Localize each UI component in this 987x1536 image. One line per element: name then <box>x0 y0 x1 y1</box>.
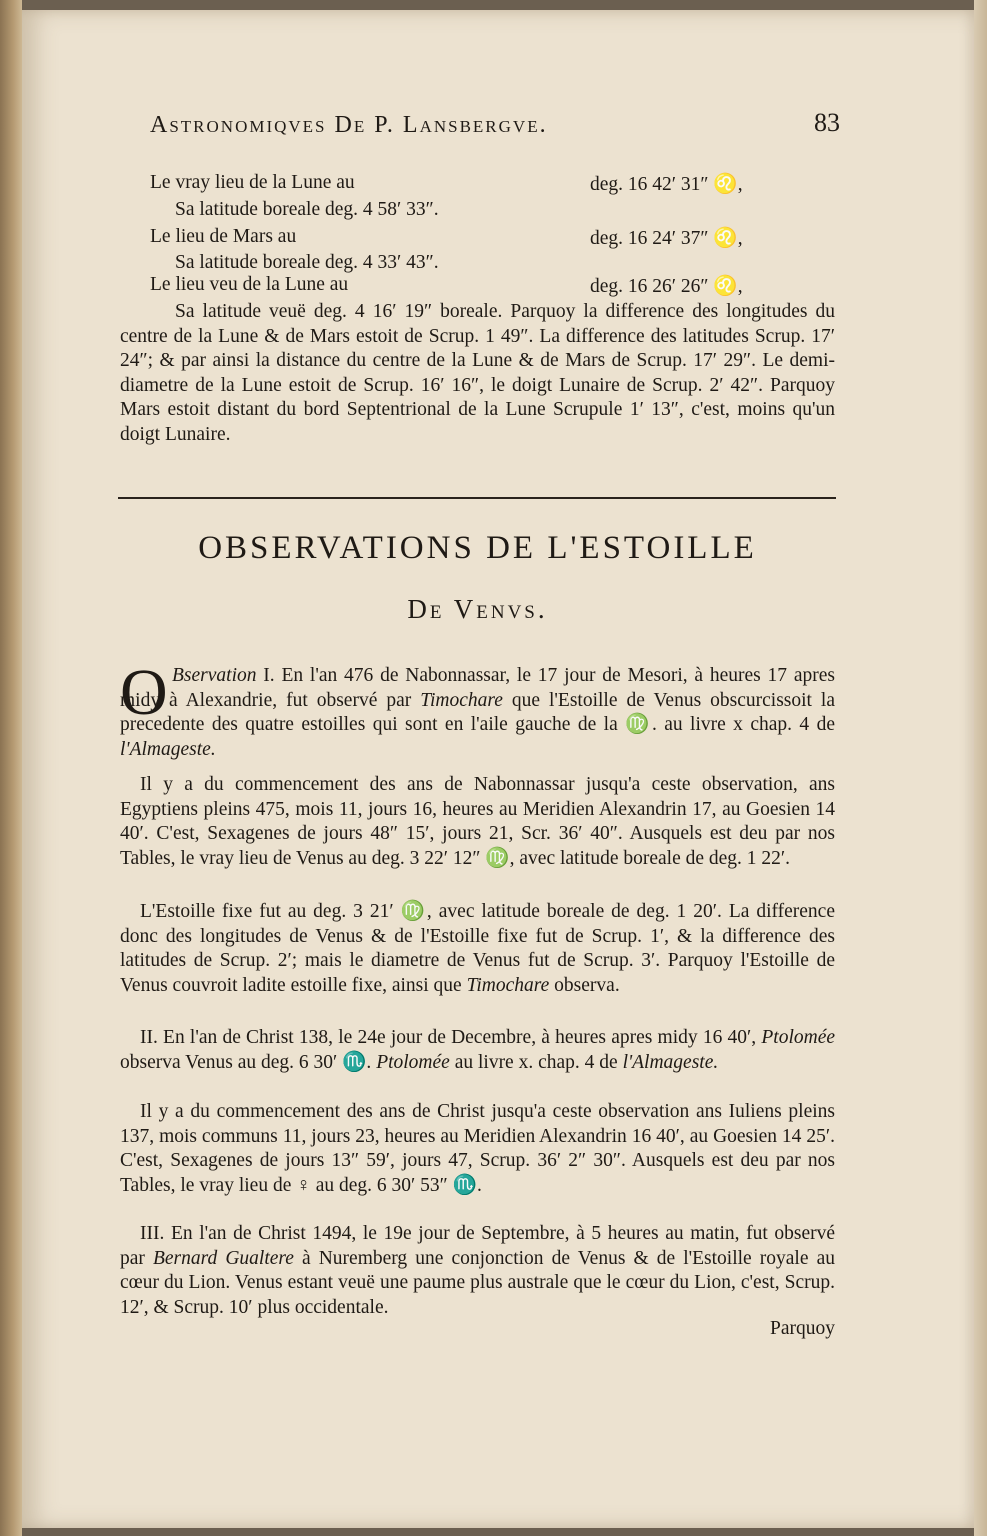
book-spine <box>0 0 22 1536</box>
obs3-text: III. En l'an de Christ 1494, le 19e jour de Septembre, à 5 heures au matin, fut observé par <box>120 1223 835 1269</box>
page-number: 83 <box>814 108 840 137</box>
paragraph-observation-1 <box>120 664 835 762</box>
obs-label: Le vray lieu de la Lune au <box>150 172 355 193</box>
obs2-name: Ptolomée <box>761 1027 835 1048</box>
paragraph-b <box>120 900 835 998</box>
page-edge <box>974 0 987 1536</box>
obs-row <box>150 172 835 194</box>
para-b-name: Timochare <box>466 974 550 996</box>
obs-position: deg. 16 42′ 31″ ♌, <box>590 174 743 195</box>
obs-label: Le lieu de Mars au <box>150 226 297 247</box>
paragraph-observation-3 <box>120 1222 835 1320</box>
paragraph-conclusion: Sa latitude veuë deg. 4 16′ 19″ boreale. Parquoy la difference des longitudes du centre de la Lune & de Mars estoit de Scrup. 1 49″. La difference des latitudes Scrup. 17′ 24″; & par ainsi la distance du centre de la Lune & de Mars de Scrup. 17′ 29″. Le demi-diametre de la Lune estoit de Scrup. 16′ 16″, le doigt Lunaire de Scrup. 2′ 42″. Parquoy Mars estoit distant du bord Septentrional de la Lune Scrupule 1′ 13″, c'est, moins qu'un doigt Lunaire. <box>120 301 835 445</box>
running-head <box>150 108 840 139</box>
catchword: Parquoy <box>770 1318 835 1339</box>
paragraph-a: Il y a du commencement des ans de Nabonnassar jusqu'a ceste observation, ans Egyptiens pleins 475, mois 11, jours 16, heures au Meridien Alexandrin 17, au Goesien 14 40′. C'est, Sexagenes de jours 48″ 15′, jours 21, Scr. 36′ 40″. Ausquels est deu par nos Tables, le vray lieu de Venus au deg. 3 22′ 12″ ♍, avec latitude boreale de deg. 1 22′. <box>120 774 835 869</box>
paragraph-observation-2 <box>120 1026 835 1075</box>
section-title: OBSERVATIONS DE L'ESTOILLE <box>198 530 757 566</box>
obs1-lead: Bservation <box>172 665 257 686</box>
obs-position: deg. 16 26′ 26″ ♌, <box>590 276 743 297</box>
obs2-text3: au livre x. chap. 4 de <box>449 1051 623 1073</box>
obs-label: Le lieu veu de la Lune au <box>150 274 349 295</box>
obs2-book: l'Almageste. <box>622 1051 719 1073</box>
obs2-name2: Ptolomée <box>376 1051 450 1073</box>
obs-row <box>150 226 835 248</box>
obs-position: deg. 16 24′ 37″ ♌, <box>590 228 743 249</box>
para-b-end: observa. <box>549 974 620 996</box>
obs-latitude: Sa latitude boreale deg. 4 58′ 33″. <box>175 199 439 220</box>
obs-latitude: Sa latitude boreale deg. 4 33′ 43″. <box>175 252 439 273</box>
obs1-text: I. En l'an 476 de Nabonnassar, le 17 jour de Mesori, à heures 17 apres midy à Alexandrie, fut observé par <box>120 665 835 711</box>
obs1-book: l'Almageste. <box>120 738 216 760</box>
para-b-text: L'Estoille fixe fut au deg. 3 21′ ♍, avec latitude boreale de deg. 1 20′. La difference donc des longitudes de Venus & de l'Estoille fixe fut de Scrup. 1′, & la difference des latitudes de Scrup. 2′; mais le diametre de Venus fut de Scrup. 3′. Parquoy l'Estoille de Venus couvroit ladite estoille fixe, ainsi que <box>120 901 835 996</box>
obs-row <box>150 274 835 296</box>
drop-cap: O <box>120 656 168 729</box>
section-divider <box>118 497 836 499</box>
obs2-text2: observa Venus au deg. 6 30′ ♏. <box>120 1051 377 1073</box>
paragraph-c: Il y a du commencement des ans de Christ jusqu'a ceste observation ans Iuliens pleins 137, mois communs 11, jours 23, heures au Meridien Alexandrin 16 40′, au Goesien 14 25′. C'est, Sexagenes de jours 13″ 59′, jours 47, Scrup. 36′ 2″ 30″. Ausquels est deu par nos Tables, le vray lieu de ♀ au deg. 6 30′ 53″ ♏. <box>120 1101 835 1196</box>
running-title: Astronomiqves De P. Lansbergve. <box>150 112 548 138</box>
obs1-text2: que l'Estoille de Venus obscurcissoit la precedente des quatre estoilles qui sont en l'aile gauche de la ♍. au livre x chap. 4 de <box>120 689 836 735</box>
obs2-text: II. En l'an de Christ 138, le 24e jour de Decembre, à heures apres midy 16 40′, <box>140 1027 762 1048</box>
obs1-name: Timochare <box>420 689 503 711</box>
obs3-text2: à Nuremberg une conjonction de Venus & de l'Estoille royale au cœur du Lion. Venus estant veuë une paume plus australe que le cœur du Lion, c'est, Scrup. 12′, & Scrup. 10′ plus occidentale. <box>120 1247 835 1318</box>
section-subtitle: De Venvs. <box>407 594 548 624</box>
obs3-name: Bernard Gualtere <box>152 1247 294 1269</box>
